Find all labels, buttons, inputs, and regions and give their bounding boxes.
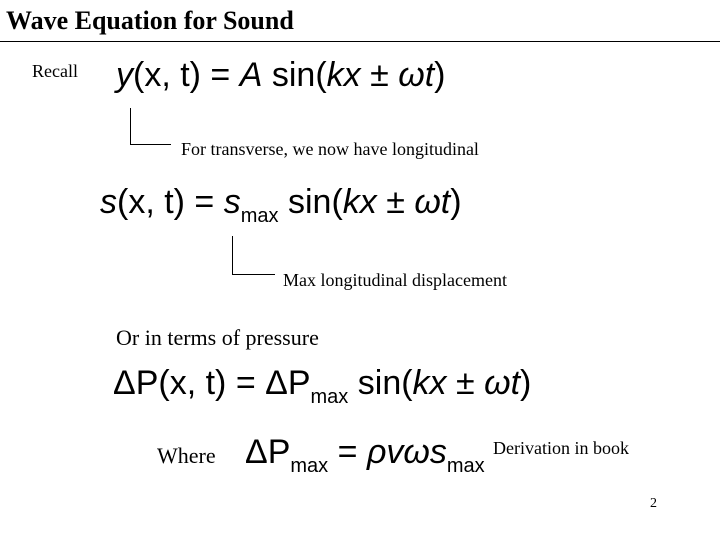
- equation-transverse-wave: y(x, t) = A sin(kx ± ωt): [116, 56, 446, 94]
- slide-title: Wave Equation for Sound: [6, 6, 294, 35]
- max-displacement-note: Max longitudinal displacement: [283, 270, 507, 290]
- annotation-bracket-1: [130, 108, 171, 145]
- equation-pressure-amplitude: $\Delta P_{max} = \rho v\omega s_{max}$: [245, 433, 485, 477]
- where-label: Where: [157, 443, 216, 468]
- transverse-note: For transverse, we now have longitudinal: [181, 139, 479, 159]
- derivation-note: Derivation in book: [493, 438, 629, 458]
- pressure-intro: Or in terms of pressure: [116, 325, 319, 350]
- page-number: 2: [650, 496, 657, 511]
- recall-label: Recall: [32, 61, 78, 81]
- equation-pressure-wave: ΔP(x, $t) = \Delta P_{max}$ sin(kx ± ωt): [113, 364, 532, 408]
- annotation-bracket-2: [232, 236, 275, 275]
- title-underline: [0, 41, 720, 42]
- equation-displacement-wave: s(x, $t) = s_{max}$ sin(kx ± ωt): [100, 183, 462, 227]
